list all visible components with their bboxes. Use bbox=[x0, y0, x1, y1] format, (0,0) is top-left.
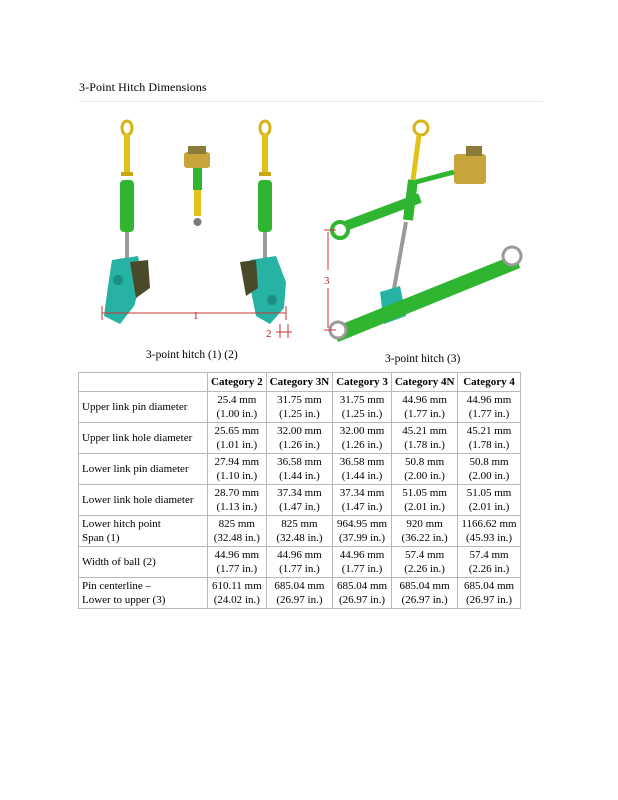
table-row bbox=[79, 423, 521, 454]
table-cell bbox=[266, 392, 333, 423]
value-mm: 51.05 mm bbox=[402, 487, 447, 499]
table-cell bbox=[391, 516, 458, 547]
table-row bbox=[79, 547, 521, 578]
table-cell bbox=[458, 516, 520, 547]
value-in: (1.77 in.) bbox=[341, 563, 383, 575]
header-blank bbox=[79, 373, 208, 392]
row-label: Width of ball (2) bbox=[79, 547, 208, 578]
value-mm: 964.95 mm bbox=[336, 518, 388, 530]
table-cell bbox=[208, 454, 267, 485]
value-in: (2.00 in.) bbox=[404, 470, 445, 482]
value-mm: 44.96 mm bbox=[214, 549, 260, 561]
figure-caption-1: 3-point hitch (1) (2) bbox=[146, 349, 238, 361]
value-mm: 50.8 mm bbox=[469, 456, 509, 468]
table-cell bbox=[458, 578, 520, 609]
value-mm: 45.21 mm bbox=[402, 425, 447, 437]
hitch-side-view-illustration bbox=[320, 110, 535, 350]
value-in: (1.47 in.) bbox=[279, 501, 320, 513]
value-in: (1.78 in.) bbox=[404, 439, 445, 451]
table-cell bbox=[333, 516, 392, 547]
left-lift-link bbox=[104, 121, 150, 324]
header-category-2: Category 2 bbox=[208, 373, 267, 392]
value-mm: 44.96 mm bbox=[277, 549, 322, 561]
callout-2: 2 bbox=[266, 328, 272, 340]
table-row bbox=[79, 578, 521, 609]
table-cell bbox=[208, 547, 267, 578]
table-row bbox=[79, 454, 521, 485]
hitch-rear-view-illustration bbox=[90, 110, 310, 346]
value-mm: 44.96 mm bbox=[402, 394, 447, 406]
table-cell bbox=[458, 485, 520, 516]
value-in: (1.47 in.) bbox=[341, 501, 383, 513]
value-in: (1.44 in.) bbox=[279, 470, 320, 482]
value-mm: 36.58 mm bbox=[339, 456, 385, 468]
value-in: (32.48 in.) bbox=[276, 532, 323, 544]
value-in: (1.25 in.) bbox=[279, 408, 320, 420]
value-in: (26.97 in.) bbox=[276, 594, 323, 606]
value-mm: 685.04 mm bbox=[274, 580, 325, 592]
value-in: (26.97 in.) bbox=[338, 594, 386, 606]
value-in: (1.77 in.) bbox=[468, 408, 510, 420]
hitch-dimensions-table bbox=[78, 372, 521, 609]
table-row bbox=[79, 485, 521, 516]
value-mm: 825 mm bbox=[218, 518, 255, 530]
value-in: (1.78 in.) bbox=[468, 439, 510, 451]
table-cell bbox=[266, 547, 333, 578]
value-mm: 44.96 mm bbox=[339, 549, 385, 561]
value-in: (2.26 in.) bbox=[404, 563, 445, 575]
value-in: (32.48 in.) bbox=[213, 532, 260, 544]
table-cell bbox=[266, 423, 333, 454]
table-cell bbox=[391, 485, 458, 516]
lower-link bbox=[330, 247, 521, 342]
header-category-4: Category 4 bbox=[458, 373, 520, 392]
table-cell bbox=[266, 516, 333, 547]
table-cell bbox=[391, 578, 458, 609]
table-cell bbox=[208, 485, 267, 516]
table-row bbox=[79, 392, 521, 423]
table-cell bbox=[333, 423, 392, 454]
value-in: (1.10 in.) bbox=[216, 470, 258, 482]
row-label: Upper link hole diameter bbox=[79, 423, 208, 454]
right-lift-link bbox=[240, 121, 286, 324]
value-in: (26.97 in.) bbox=[401, 594, 448, 606]
value-mm: 51.05 mm bbox=[466, 487, 512, 499]
table-cell bbox=[333, 454, 392, 485]
value-in: (2.00 in.) bbox=[468, 470, 510, 482]
table-cell bbox=[458, 423, 520, 454]
value-in: (36.22 in.) bbox=[401, 532, 448, 544]
page-title: 3-Point Hitch Dimensions bbox=[79, 80, 207, 94]
table-cell bbox=[391, 454, 458, 485]
table-body bbox=[79, 392, 521, 609]
value-in: (37.99 in.) bbox=[338, 532, 386, 544]
table-row bbox=[79, 516, 521, 547]
header-category-3n: Category 3N bbox=[266, 373, 333, 392]
value-mm: 37.34 mm bbox=[339, 487, 385, 499]
value-mm: 25.65 mm bbox=[214, 425, 260, 437]
value-in: (1.13 in.) bbox=[216, 501, 258, 513]
value-in: (1.77 in.) bbox=[279, 563, 320, 575]
table-cell bbox=[266, 578, 333, 609]
value-mm: 685.04 mm bbox=[463, 580, 515, 592]
value-in: (45.93 in.) bbox=[465, 532, 513, 544]
value-in: (1.77 in.) bbox=[404, 408, 445, 420]
value-in: (2.01 in.) bbox=[404, 501, 445, 513]
value-in: (26.97 in.) bbox=[465, 594, 513, 606]
value-mm: 1166.62 mm bbox=[461, 518, 517, 530]
table-cell bbox=[208, 578, 267, 609]
table-cell bbox=[391, 547, 458, 578]
row-label: Pin centerline – Lower to upper (3) bbox=[79, 578, 208, 609]
table-cell bbox=[391, 423, 458, 454]
table-cell bbox=[391, 392, 458, 423]
value-in: (1.26 in.) bbox=[279, 439, 320, 451]
row-label: Lower hitch point Span (1) bbox=[79, 516, 208, 547]
value-mm: 920 mm bbox=[406, 518, 443, 530]
top-link-assembly bbox=[408, 121, 486, 220]
value-in: (1.26 in.) bbox=[341, 439, 383, 451]
callout-1: 1 bbox=[193, 310, 199, 322]
value-mm: 57.4 mm bbox=[405, 549, 445, 561]
table-cell bbox=[458, 392, 520, 423]
table-cell bbox=[333, 547, 392, 578]
value-mm: 685.04 mm bbox=[336, 580, 388, 592]
value-mm: 31.75 mm bbox=[339, 394, 385, 406]
row-label: Lower link hole diameter bbox=[79, 485, 208, 516]
value-in: (1.00 in.) bbox=[216, 408, 258, 420]
figure-caption-2: 3-point hitch (3) bbox=[385, 353, 461, 365]
value-mm: 28.70 mm bbox=[214, 487, 260, 499]
value-in: (1.01 in.) bbox=[216, 439, 258, 451]
table-cell bbox=[266, 454, 333, 485]
value-mm: 610.11 mm bbox=[211, 580, 262, 592]
center-top-link bbox=[184, 146, 210, 226]
value-mm: 685.04 mm bbox=[399, 580, 450, 592]
value-in: (1.77 in.) bbox=[216, 563, 258, 575]
value-mm: 27.94 mm bbox=[214, 456, 260, 468]
value-mm: 36.58 mm bbox=[277, 456, 322, 468]
table-cell bbox=[208, 392, 267, 423]
value-mm: 32.00 mm bbox=[339, 425, 385, 437]
value-mm: 32.00 mm bbox=[277, 425, 322, 437]
value-in: (1.25 in.) bbox=[341, 408, 383, 420]
title-divider bbox=[79, 101, 543, 102]
table-cell bbox=[333, 578, 392, 609]
table-cell bbox=[266, 485, 333, 516]
value-mm: 31.75 mm bbox=[277, 394, 322, 406]
value-in: (24.02 in.) bbox=[213, 594, 260, 606]
table-header-row bbox=[79, 373, 521, 392]
header-category-4n: Category 4N bbox=[391, 373, 458, 392]
value-mm: 825 mm bbox=[281, 518, 318, 530]
table-cell bbox=[333, 485, 392, 516]
value-mm: 37.34 mm bbox=[277, 487, 322, 499]
dimension-line-ball-width bbox=[276, 324, 292, 338]
value-in: (2.26 in.) bbox=[468, 563, 510, 575]
table-cell bbox=[458, 454, 520, 485]
table-cell bbox=[208, 423, 267, 454]
value-in: (1.44 in.) bbox=[341, 470, 383, 482]
value-mm: 45.21 mm bbox=[466, 425, 512, 437]
value-mm: 50.8 mm bbox=[405, 456, 445, 468]
callout-3: 3 bbox=[324, 275, 330, 287]
value-mm: 57.4 mm bbox=[469, 549, 509, 561]
value-mm: 44.96 mm bbox=[466, 394, 512, 406]
table-cell bbox=[208, 516, 267, 547]
table-cell bbox=[333, 392, 392, 423]
value-in: (2.01 in.) bbox=[468, 501, 510, 513]
row-label: Upper link pin diameter bbox=[79, 392, 208, 423]
value-mm: 25.4 mm bbox=[217, 394, 257, 406]
table-cell bbox=[458, 547, 520, 578]
header-category-3: Category 3 bbox=[333, 373, 392, 392]
row-label: Lower link pin diameter bbox=[79, 454, 208, 485]
